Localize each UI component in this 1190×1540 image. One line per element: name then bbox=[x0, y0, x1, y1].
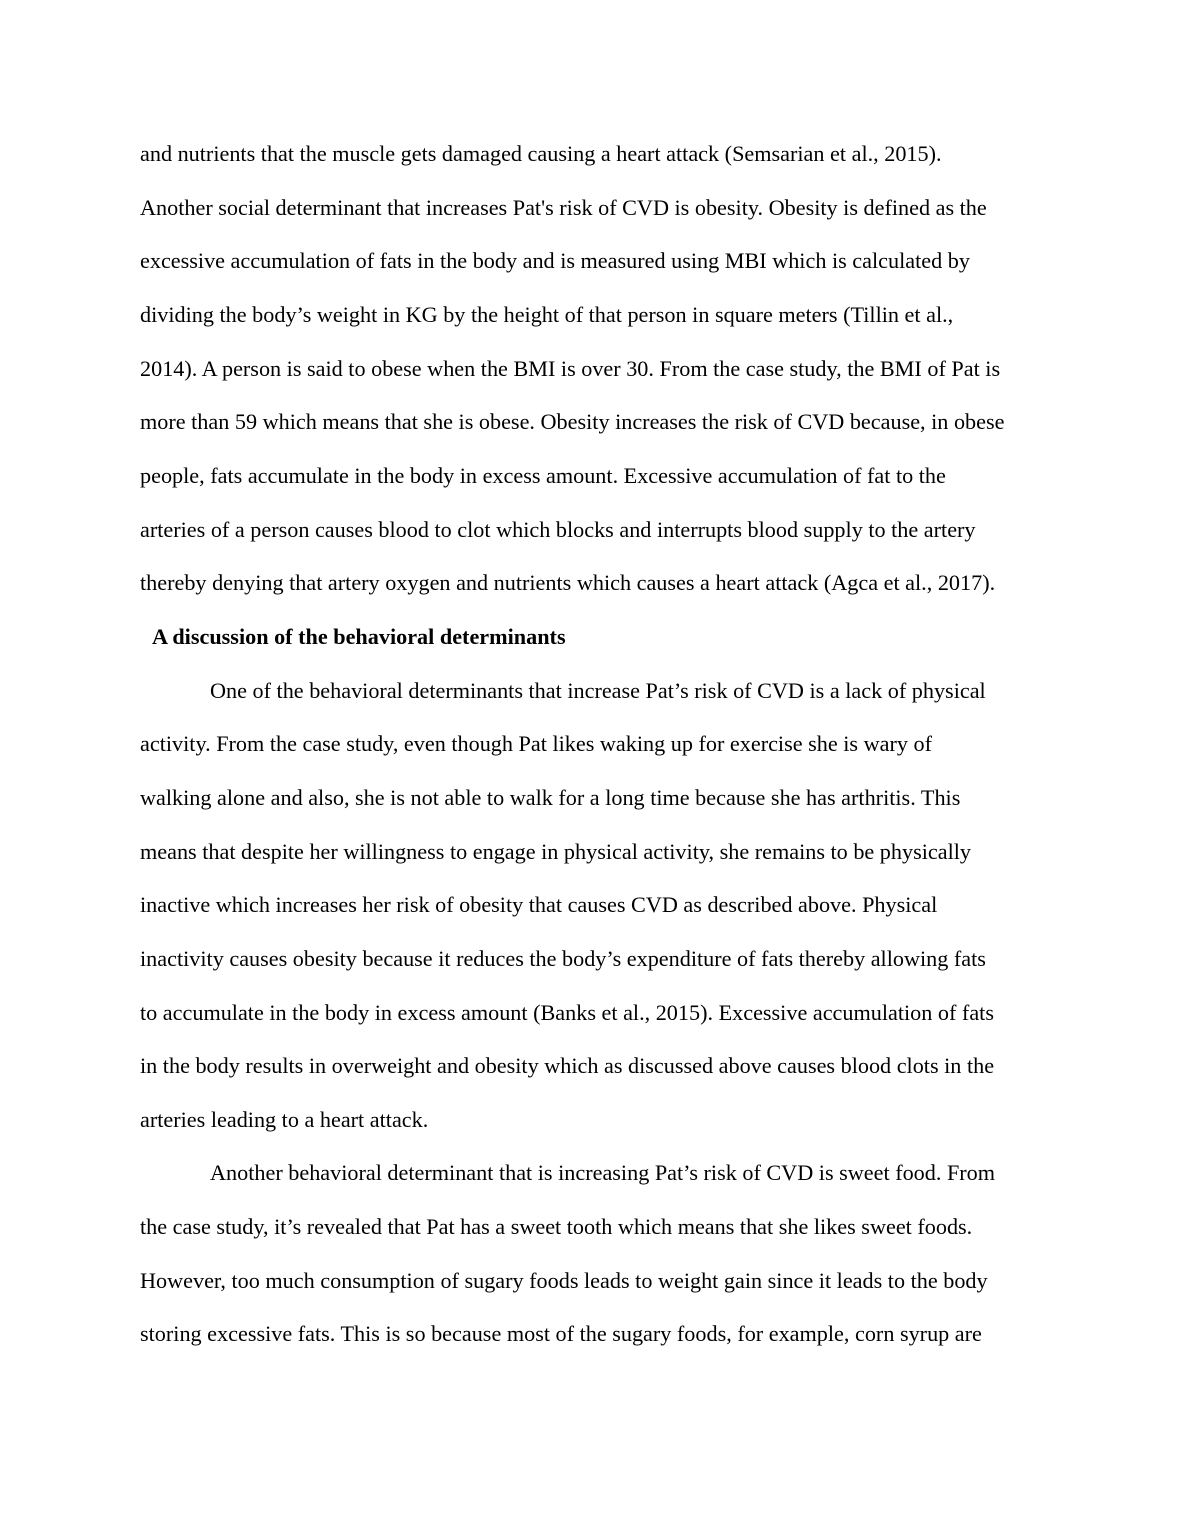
text-line: people, fats accumulate in the body in excess amount. Excessive accumulation of fat to the bbox=[140, 463, 946, 488]
text-line: and nutrients that the muscle gets damaged causing a heart attack (Semsarian et al., 2015). bbox=[140, 141, 942, 166]
text-line: 2014). A person is said to obese when the BMI is over 30. From the case study, the BMI of Pat is bbox=[140, 356, 1001, 381]
text-line: excessive accumulation of fats in the body and is measured using MBI which is calculated by bbox=[140, 248, 970, 273]
text-line: Another behavioral determinant that is increasing Pat’s risk of CVD is sweet food. From bbox=[210, 1160, 996, 1185]
text-line: walking alone and also, she is not able to walk for a long time because she has arthritis. This bbox=[140, 785, 961, 810]
text-line: in the body results in overweight and obesity which as discussed above causes blood clots in the bbox=[140, 1053, 995, 1078]
text-line: One of the behavioral determinants that increase Pat’s risk of CVD is a lack of physical bbox=[210, 678, 986, 703]
text-line: inactive which increases her risk of obesity that causes CVD as described above. Physical bbox=[140, 892, 938, 917]
text-line: arteries of a person causes blood to clot which blocks and interrupts blood supply to the artery bbox=[140, 517, 976, 542]
text-line: thereby denying that artery oxygen and nutrients which causes a heart attack (Agca et al., 2017). bbox=[140, 570, 996, 595]
text-line: storing excessive fats. This is so because most of the sugary foods, for example, corn syrup are bbox=[140, 1321, 982, 1346]
text-line: However, too much consumption of sugary foods leads to weight gain since it leads to the body bbox=[140, 1268, 988, 1293]
text-line: inactivity causes obesity because it reduces the body’s expenditure of fats thereby allowing fats bbox=[140, 946, 986, 971]
text-line: arteries leading to a heart attack. bbox=[140, 1107, 429, 1132]
text-line: Another social determinant that increases Pat's risk of CVD is obesity. Obesity is defined as the bbox=[140, 195, 987, 220]
text-line: more than 59 which means that she is obese. Obesity increases the risk of CVD because, in obese bbox=[140, 409, 1005, 434]
text-line: means that despite her willingness to engage in physical activity, she remains to be physically bbox=[140, 839, 972, 864]
text-line: dividing the body’s weight in KG by the height of that person in square meters (Tillin et al., bbox=[140, 302, 954, 327]
text-line: to accumulate in the body in excess amount (Banks et al., 2015). Excessive accumulation of fats bbox=[140, 1000, 994, 1025]
text-line: activity. From the case study, even though Pat likes waking up for exercise she is wary of bbox=[140, 731, 932, 756]
section-heading: A discussion of the behavioral determinants bbox=[152, 624, 566, 649]
text-line: the case study, it’s revealed that Pat has a sweet tooth which means that she likes sweet foods. bbox=[140, 1214, 973, 1239]
